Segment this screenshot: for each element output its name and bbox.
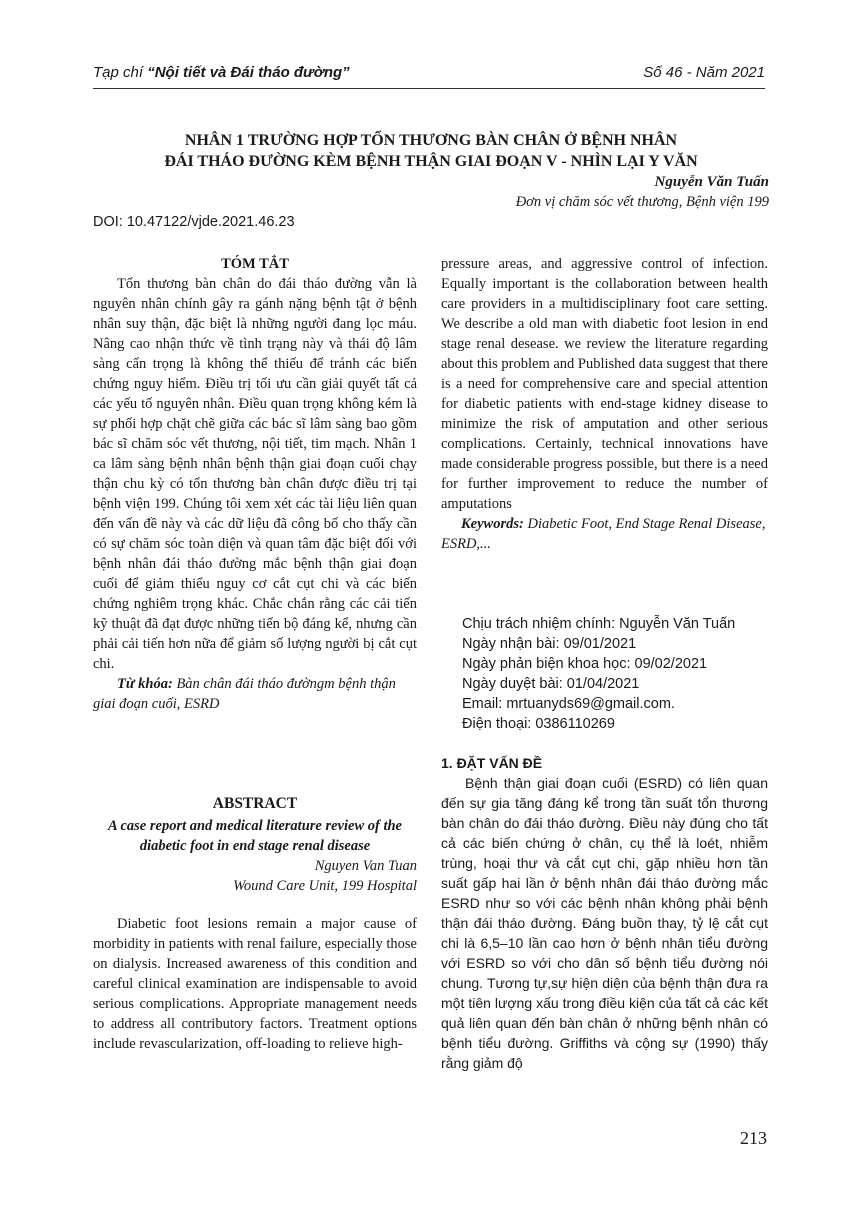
title-line-2: ĐÁI THÁO ĐƯỜNG KÈM BỆNH THẬN GIAI ĐOẠN V - NHÌN LẠI Y VĂN [164, 153, 698, 170]
section-1-body: Bệnh thận giai đoạn cuối (ESRD) có liên quan đến sự gia tăng đáng kể trong tần suất tổn thương bàn chân do đái tháo đường. Điều này đúng cho tất cả các biến chứng ở chân, cụ thể là loét, nhiễm trùng, hoại thư và cắt cụt chi, gặp nhiều hơn tần suất gấp hai lần ở bệnh nhân đái tháo đường mắc ESRD như so với các bệnh nhân không phải bệnh thận đái tháo đường. Đáng buồn thay, tỷ lệ cắt cụt chi là 6,5–10 lần cao hơn ở bệnh nhân tiểu đường với ESRD so với cho dân số bệnh tiểu đường nói chung. Tương tự,sự hiện diện của bệnh thận đưa ra một tiên lượng xấu trong điều kiện của tất cả các kết quả liên quan đến bàn chân ở những bệnh nhân có bệnh tiểu đường. Griffiths và cộng sự (1990) thấy rằng giảm độ [441, 775, 768, 1071]
abstract-body-part-2: pressure areas, and aggressive control of infection. Equally important is the collaboration between health care providers in a multidisciplinary foot care setting. We describe a old man with diabetic foot lesion in end stage renal desease. we review the literature regarding about this problem and Published data suggest that there is a need for comprehensive care and special attention for diabetic patients with end-stage kidney disease to minimize the risk of amputation and other serious complications. Certainly, technical innovations have made considerable progress possible, but there is a need for further improvement to reduce the number of amputations [441, 256, 768, 512]
section-1 [441, 753, 768, 1073]
tom-tat-heading: TÓM TẮT [221, 256, 289, 272]
header-rule [93, 88, 765, 89]
abstract-body-left [93, 914, 417, 1054]
issue-label: Số 46 - Năm 2021 [643, 64, 765, 81]
tom-tat-keywords: Từ khóa: Bàn chân đái tháo đườngm bệnh thận giai đoạn cuối, ESRD [93, 676, 396, 712]
responsible-author: Chịu trách nhiệm chính: Nguyễn Văn Tuấn [462, 616, 736, 632]
abstract-keywords: Keywords: Diabetic Foot, End Stage Renal Disease, ESRD,... [441, 516, 766, 552]
abstract-author: Nguyen Van Tuan [314, 858, 417, 874]
date-reviewed: Ngày phản biện khoa học: 09/02/2021 [462, 656, 708, 672]
date-accepted: Ngày duyệt bài: 01/04/2021 [462, 676, 640, 692]
page-number: 213 [740, 1128, 767, 1148]
journal-title: Tạp chí “Nội tiết và Đái tháo đường” [93, 64, 350, 81]
contact-email: Email: mrtuanyds69@gmail.com. [462, 696, 675, 712]
date-received: Ngày nhận bài: 09/01/2021 [462, 636, 637, 652]
author-affiliation: Đơn vị chăm sóc vết thương, Bệnh viện 199 [515, 194, 769, 210]
abstract-body-part-1: Diabetic foot lesions remain a major cause of morbidity in patients with renal failure, especially those on dialysis. Increased awareness of this condition and careful clinical examination are indispensable to avoid serious complications. Appropriate management needs to address all contributory factors. Treatment options include revascularization, off-loading to relieve high- [93, 916, 417, 1052]
abstract-heading: ABSTRACT [212, 795, 298, 812]
tom-tat-section [93, 254, 417, 714]
abstract-section [93, 794, 417, 896]
abstract-title: A case report and medical literature review of the diabetic foot in end stage renal disease [107, 818, 402, 854]
running-header [93, 64, 765, 88]
contact-phone: Điện thoại: 0386110269 [462, 716, 615, 732]
author-name: Nguyễn Văn Tuấn [654, 174, 769, 190]
doi: DOI: 10.47122/vjde.2021.46.23 [93, 214, 295, 230]
correspondence-block [462, 614, 768, 734]
article-title [71, 130, 791, 172]
tom-tat-body: Tổn thương bàn chân do đái tháo đường vẫn là nguyên nhân chính gây ra gánh nặng bệnh tật ở bệnh nhân suy thận, đặc biệt là những người đang lọc máu. Nâng cao nhận thức về tình trạng này và thái độ lâm sàng cẩn trọng là không thể thiếu để tránh các biến chứng nguy hiểm. Điều trị tối ưu cần giải quyết tất cả các yếu tố nguyên nhân. Điều quan trọng không kém là sự phối hợp chặt chẽ giữa các bác sĩ lâm sàng bao gồm bác sĩ chăm sóc vết thương, nội tiết, tim mạch. Nhân 1 ca lâm sàng bệnh nhân bệnh thận giai đoạn cuối chạy thận chu kỳ có tổn thương bàn chân được điều trị tại bệnh viện 199. Chúng tôi xem xét các tài liệu liên quan đến vấn đề này và các dữ liệu đã công bố cho thấy cần có sự chăm sóc toàn diện và quan tâm đặc biệt đối với bệnh nhân đái tháo đường mắc bệnh thận giai đoạn cuối để giảm thiểu nguy cơ cắt cụt chi và các biến chứng nghiêm trọng khác. Chắc chắn rằng các cải tiến kỹ thuật đã đạt được những tiến bộ đáng kể, nhưng cần phải cải tiến hơn nữa để giảm số lượng người bị cắt cụt chi. [93, 276, 417, 672]
section-1-heading: 1. ĐẶT VẤN ĐỀ [441, 755, 543, 771]
title-line-1: NHÂN 1 TRƯỜNG HỢP TỔN THƯƠNG BÀN CHÂN Ở BỆNH NHÂN [184, 132, 678, 149]
abstract-body-right [441, 254, 768, 554]
abstract-affiliation: Wound Care Unit, 199 Hospital [233, 878, 417, 894]
